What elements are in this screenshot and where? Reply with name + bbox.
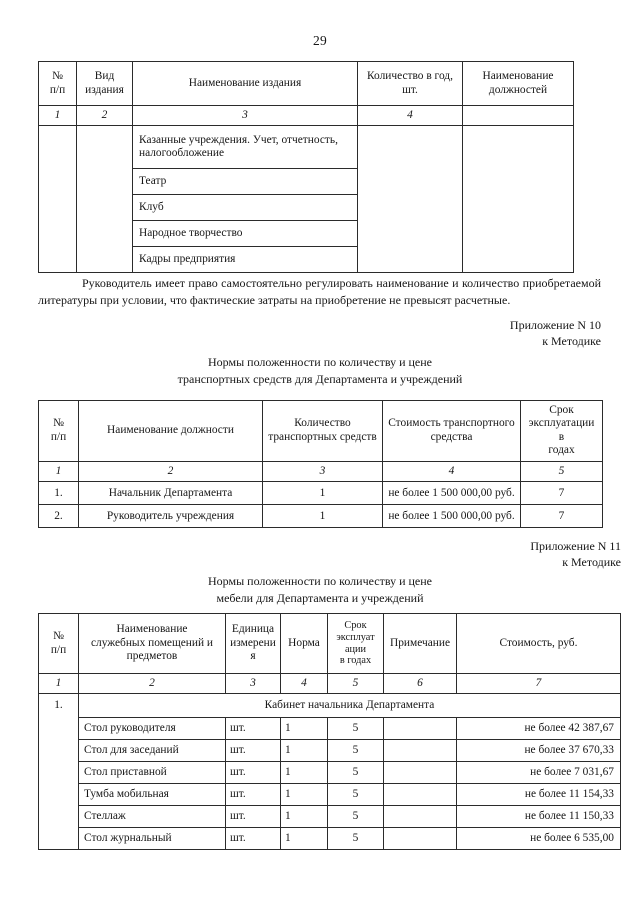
row-item-cell: Стол журнальный [79, 828, 226, 850]
row-cost-cell: не более 11 150,33 [457, 806, 621, 828]
header-no-line1: № [52, 70, 63, 83]
header-no-line2: п/п [49, 83, 66, 96]
section-title-transport [0, 354, 640, 388]
row-cost-cell: не более 37 670,33 [457, 740, 621, 762]
appendix-10-block [0, 317, 601, 349]
row-title-cell: Кадры предприятия [133, 247, 358, 273]
header-no-line1: № [53, 630, 64, 643]
row-item-cell: Тумба мобильная [79, 784, 226, 806]
header-cost-line2: средства [430, 430, 473, 443]
numbering-cell: 2 [79, 674, 226, 694]
numbering-cell: 1 [39, 674, 79, 694]
header-quantity-line2: транспортных средств [268, 430, 377, 443]
page-number: 29 [313, 33, 327, 48]
row-position-cell: Начальник Департамента [79, 482, 263, 505]
numbering-cell: 3 [226, 674, 281, 694]
row-title-cell: Народное творчество [133, 221, 358, 247]
row-years-cell: 7 [521, 482, 603, 505]
header-cost-line1: Стоимость, руб. [499, 636, 578, 649]
row-positions-cell [463, 126, 574, 273]
row-unit-cell: шт. [226, 740, 281, 762]
numbering-cell: 3 [263, 461, 383, 481]
numbering-cell: 4 [383, 461, 521, 481]
header-service-life-line1: Срок [344, 620, 367, 632]
header-cell-service-life [521, 401, 603, 462]
header-cell-quantity [358, 62, 463, 106]
numbering-cell: 1 [39, 106, 77, 126]
appendix-10-line1: Приложение N 10 [509, 318, 601, 332]
table-row [39, 718, 621, 740]
numbering-cell: 4 [281, 674, 328, 694]
section-title-transport-line1: Нормы положенности по количеству и цене [208, 355, 432, 369]
row-position-cell: Руководитель учреждения [79, 505, 263, 528]
header-kind-line1: Вид [94, 70, 115, 83]
table-row [39, 482, 603, 505]
row-unit-cell: шт. [226, 828, 281, 850]
numbering-cell: 5 [521, 461, 603, 481]
row-kind-cell [77, 126, 133, 273]
table-row [39, 828, 621, 850]
table-numbering-row [39, 674, 621, 694]
appendix-11-line2: к Методике [562, 555, 621, 570]
header-norm-line1: Норма [288, 636, 320, 649]
row-item-cell: Стол для заседаний [79, 740, 226, 762]
row-note-cell [384, 762, 457, 784]
numbering-cell: 5 [328, 674, 384, 694]
header-unit-line2: измерения [230, 636, 276, 663]
row-item-cell: Стеллаж [79, 806, 226, 828]
row-no-cell: 2. [39, 505, 79, 528]
table-row [39, 505, 603, 528]
header-positions-line2: должностей [488, 83, 548, 96]
row-years-cell: 5 [328, 784, 384, 806]
header-note-line1: Примечание [389, 636, 451, 649]
row-note-cell [384, 784, 457, 806]
header-title-line1: Наименование издания [188, 76, 302, 89]
table-row [39, 740, 621, 762]
row-cost-cell: не более 1 500 000,00 руб. [383, 505, 521, 528]
table-row [39, 762, 621, 784]
row-years-cell: 7 [521, 505, 603, 528]
appendix-10-line2: к Методике [542, 334, 601, 349]
section-title-furniture [0, 573, 640, 607]
numbering-cell: 3 [133, 106, 358, 126]
row-title-cell: Театр [133, 169, 358, 195]
group-title-cell: Кабинет начальника Департамента [79, 694, 621, 718]
numbering-cell: 2 [77, 106, 133, 126]
row-item-cell: Стол приставной [79, 762, 226, 784]
section-title-furniture-line1: Нормы положенности по количеству и цене [208, 574, 432, 588]
header-service-life-line2: эксплуатации в [528, 417, 595, 443]
row-cost-cell: не более 7 031,67 [457, 762, 621, 784]
section-title-furniture-line2: мебели для Департамента и учреждений [216, 591, 424, 606]
furniture-table [38, 613, 621, 850]
row-title-cell: Казанные учреждения. Учет, отчетность, налогообложение [133, 126, 358, 169]
header-quantity-line2: шт. [402, 83, 418, 96]
header-cell-service-life [328, 614, 384, 674]
row-years-cell: 5 [328, 806, 384, 828]
header-service-life-line3: ации [344, 643, 367, 655]
row-norm-cell: 1 [281, 762, 328, 784]
header-service-life-line1: Срок [549, 404, 574, 416]
header-cell-unit [226, 614, 281, 674]
header-cell-no [39, 614, 79, 674]
table-numbering-row [39, 461, 603, 481]
header-no-line2: п/п [50, 643, 67, 656]
row-unit-cell: шт. [226, 762, 281, 784]
row-title-cell: Клуб [133, 195, 358, 221]
header-cell-item [79, 614, 226, 674]
header-cell-note [384, 614, 457, 674]
header-item-line1: Наименование [116, 623, 188, 636]
header-cell-quantity [263, 401, 383, 462]
header-position-line1: Наименование должности [107, 424, 234, 437]
numbering-cell [463, 106, 574, 126]
row-years-cell: 5 [328, 762, 384, 784]
header-quantity-line1: Количество [294, 417, 351, 430]
header-cell-positions [463, 62, 574, 106]
table-numbering-row [39, 106, 574, 126]
header-no-line2: п/п [50, 430, 67, 443]
table-header-row [39, 614, 621, 674]
row-note-cell [384, 828, 457, 850]
header-cell-position [79, 401, 263, 462]
table-group-row [39, 694, 621, 718]
appendix-11-line1: Приложение N 11 [530, 539, 621, 553]
row-norm-cell: 1 [281, 806, 328, 828]
row-cost-cell: не более 6 535,00 [457, 828, 621, 850]
header-service-life-line4: в годах [339, 655, 372, 667]
header-item-line3: предметов [126, 650, 178, 663]
header-cell-no [39, 401, 79, 462]
row-unit-cell: шт. [226, 784, 281, 806]
row-norm-cell: 1 [281, 828, 328, 850]
numbering-cell: 6 [384, 674, 457, 694]
numbering-cell: 4 [358, 106, 463, 126]
header-cell-no [39, 62, 77, 106]
header-quantity-line1: Количество в год, [367, 70, 453, 83]
row-note-cell [384, 740, 457, 762]
table-row [39, 126, 574, 169]
row-unit-cell: шт. [226, 806, 281, 828]
furniture-table-wrapper [38, 613, 620, 850]
header-positions-line1: Наименование [482, 70, 554, 83]
header-cell-norm [281, 614, 328, 674]
header-cell-kind [77, 62, 133, 106]
row-norm-cell: 1 [281, 740, 328, 762]
header-cost-line1: Стоимость транспортного [388, 417, 515, 430]
header-cell-cost [383, 401, 521, 462]
row-unit-cell: шт. [226, 718, 281, 740]
row-years-cell: 5 [328, 828, 384, 850]
table-header-row [39, 401, 603, 462]
row-years-cell: 5 [328, 740, 384, 762]
row-quantity-cell [358, 126, 463, 273]
header-cell-title [133, 62, 358, 106]
table-header-row [39, 62, 574, 106]
transport-table-wrapper [38, 400, 602, 528]
header-no-line1: № [53, 417, 64, 430]
row-cost-cell: не более 1 500 000,00 руб. [383, 482, 521, 505]
transport-table [38, 400, 603, 528]
header-kind-line2: издания [85, 83, 124, 96]
row-cost-cell: не более 42 387,67 [457, 718, 621, 740]
body-paragraph: Руководитель имеет право самостоятельно регулировать наименование и количество приобретаемой литературы при условии, что фактические затраты на приобретение не превысят расчетные. [38, 276, 601, 308]
row-quantity-cell: 1 [263, 505, 383, 528]
header-cell-cost [457, 614, 621, 674]
row-norm-cell: 1 [281, 718, 328, 740]
group-no-cell: 1. [39, 694, 79, 850]
row-note-cell [384, 806, 457, 828]
publications-table [38, 61, 574, 273]
publications-table-wrapper [38, 61, 573, 273]
header-service-life-line2: эксплуат [336, 631, 375, 643]
row-years-cell: 5 [328, 718, 384, 740]
row-cost-cell: не более 11 154,33 [457, 784, 621, 806]
numbering-cell: 7 [457, 674, 621, 694]
header-item-line2: служебных помещений и [90, 636, 214, 649]
header-service-life-line3: годах [548, 444, 575, 457]
appendix-11-block [0, 538, 621, 570]
row-norm-cell: 1 [281, 784, 328, 806]
row-quantity-cell: 1 [263, 482, 383, 505]
row-no-cell [39, 126, 77, 273]
numbering-cell: 2 [79, 461, 263, 481]
header-unit-line1: Единица [231, 623, 275, 636]
row-note-cell [384, 718, 457, 740]
section-title-transport-line2: транспортных средств для Департамента и учреждений [177, 372, 463, 387]
row-no-cell: 1. [39, 482, 79, 505]
table-row [39, 784, 621, 806]
row-item-cell: Стол руководителя [79, 718, 226, 740]
table-row [39, 806, 621, 828]
numbering-cell: 1 [39, 461, 79, 481]
